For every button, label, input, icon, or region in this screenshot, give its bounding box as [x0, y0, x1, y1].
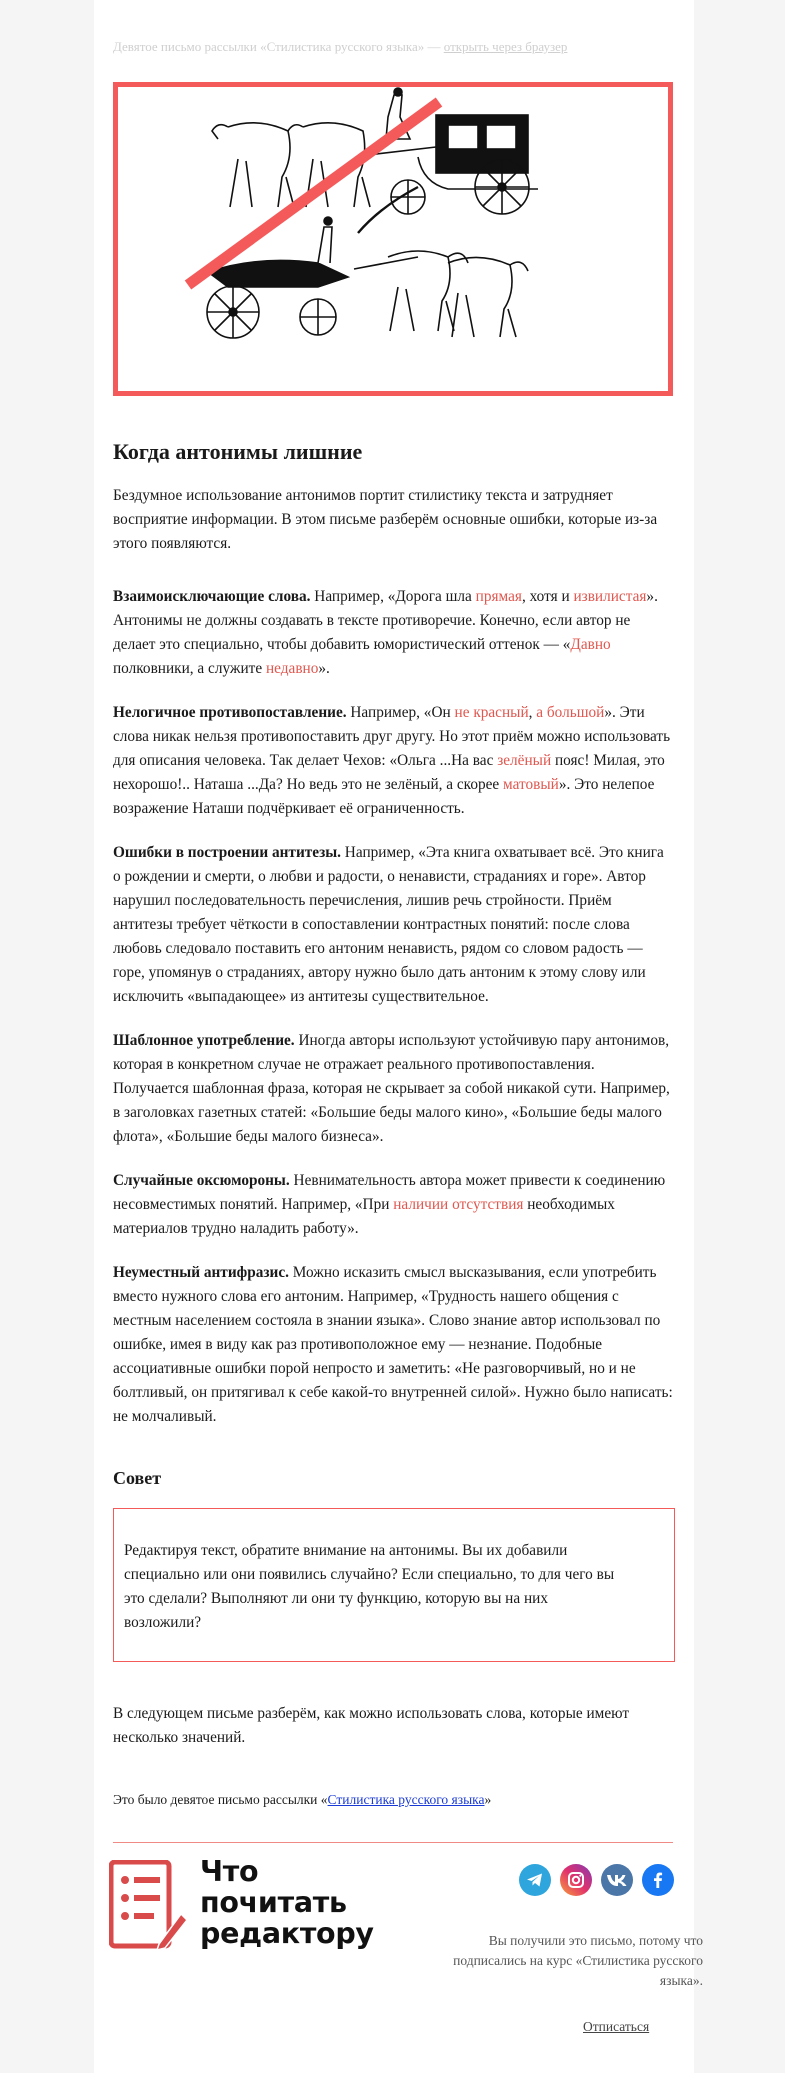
highlighted-antonym: наличии отсутствия: [393, 1196, 524, 1213]
hero-image: [113, 82, 673, 396]
highlighted-antonym: Давно: [570, 636, 611, 653]
logo-text[interactable]: [200, 1856, 374, 1949]
section-text: ». Антонимы не должны создавать в тексте противоречие. Конечно, если автор не делает это специально, чтобы добавить юмористический оттенок — «: [113, 588, 658, 653]
telegram-icon[interactable]: [519, 1864, 551, 1896]
highlighted-antonym: а большой: [536, 704, 605, 721]
highlighted-antonym: извилистая: [573, 588, 647, 605]
section-text: ». Это нелепое возражение Наташи подчёркивает её ограниченность.: [113, 776, 655, 817]
section-text: Например, «Эта книга охватывает всё. Это книга о рождении и смерти, о любви и радости, о ненависти, страданиях и горе». Автор нарушил последовательность перечисления, лишив речь стройности. Приём антитезы требует чёткости в сопоставлении контрастных понятий: после слова любовь следовало поставить его антоним ненависть, рядом со словом радость — горе, упомянув о страданиях, автору нужно было дать антоним к этому слову или исключить «выпадающее» из антитезы существительное.: [113, 844, 664, 1005]
footer-note-prefix: Это было девятое письмо рассылки «: [113, 1792, 328, 1807]
subscription-reason: Вы получили это письмо, потому что подписались на курс «Стилистика русского языка».: [453, 1933, 703, 1988]
vk-icon[interactable]: [601, 1864, 633, 1896]
facebook-icon[interactable]: [642, 1864, 674, 1896]
next-letter-text: В следующем письме разберём, как можно использовать слова, которые имеют несколько значений.: [113, 1705, 630, 1746]
section-text: ».: [318, 660, 330, 677]
footer-note: [113, 1790, 491, 1810]
highlighted-antonym: недавно: [265, 660, 319, 677]
logo-line: Что: [200, 1855, 259, 1888]
course-link[interactable]: Стилистика русского языка: [327, 1792, 485, 1807]
section-text: , хотя и: [521, 588, 574, 605]
advice-text: Редактируя текст, обратите внимание на антонимы. Вы их добавили специально или они появились случайно? Если специально, то для чего вы это сделали? Выполняют ли они ту функцию, которую вы на них возложили?: [124, 1542, 615, 1631]
email-page: [94, 0, 703, 2073]
highlighted-antonym: не красный: [454, 704, 529, 721]
section-heading: Случайные оксюмороны.: [113, 1172, 290, 1189]
highlighted-antonym: зелёный: [497, 752, 552, 769]
unsubscribe-link[interactable]: Отписаться: [583, 2019, 650, 2034]
section-heading: Ошибки в построении антитезы.: [113, 844, 341, 861]
preheader: [113, 38, 673, 56]
sections-list: [113, 585, 673, 1449]
section-heading: Неуместный антифразис.: [113, 1264, 289, 1281]
section-text: пояс! Милая, это нехорошо!.. Наташа ...Да? Но ведь это не зелёный, а скорее: [113, 752, 665, 793]
preheader-text: Девятое письмо рассылки «Стилистика русского языка» —: [113, 39, 444, 54]
section-text: ». Эти слова никак нельзя противопоставить друг другу. Но этот приём можно использовать для описания человека. Так делает Чехов: «Ольга ...На вас: [113, 704, 671, 769]
section-text: Например, «Дорога шла: [310, 588, 476, 605]
social-links: [519, 1864, 674, 1896]
checklist-logo-icon[interactable]: [109, 1860, 189, 1952]
section-heading: Взаимоисключающие слова.: [113, 588, 311, 605]
open-carriage-drawing: [207, 187, 528, 338]
footer-divider: [113, 1842, 673, 1843]
section-text: полковники, а служите: [113, 660, 266, 677]
instagram-icon[interactable]: [560, 1864, 592, 1896]
page-title: Когда антонимы лишние: [113, 439, 363, 464]
section-text: Например, «Он: [346, 704, 455, 721]
intro-paragraph: Бездумное использование антонимов портит стилистику текста и затрудняет восприятие информации. В этом письме разберём основные ошибки, которые из-за этого появляются.: [113, 487, 658, 552]
advice-title: Совет: [113, 1468, 162, 1488]
section-paragraph: [113, 1169, 673, 1241]
section-paragraph: [113, 585, 673, 681]
section-text: ,: [528, 704, 537, 721]
logo-line: редактору: [200, 1917, 374, 1950]
section-text: Можно исказить смысл высказывания, если употребить вместо нужного слова его антоним. Например, «Трудность нашего общения с местным населением состояла в знании языка». Слово знание автор использовал по ошибке, имея в виду как раз противоположное ему — незнание. Подобные ассоциативные ошибки порой непросто и заметить: «Не разговорчивый, но и не болтливый, он притягивал к себе какой-то внутренней силой». Нужно было написать: не молчаливый.: [113, 1264, 673, 1425]
footer-note-suffix: »: [484, 1792, 492, 1807]
section-paragraph: [113, 701, 673, 821]
section-heading: Нелогичное противопоставление.: [113, 704, 347, 721]
highlighted-antonym: матовый: [503, 776, 559, 793]
section-text: Иногда авторы используют устойчивую пару антонимов, которая в конкретном случае не отражает реального противопоставления. Получается шаблонная фраза, которая не скрывает за собой никакой сути. Например, в заголовках газетных статей: «Большие беды малого кино», «Большие беды малого флота», «Большие беды малого бизнеса».: [113, 1032, 670, 1145]
unsubscribe: [583, 2019, 649, 2035]
highlighted-antonym: прямая: [475, 588, 522, 605]
section-paragraph: [113, 1029, 673, 1149]
section-heading: Шаблонное употребление.: [113, 1032, 295, 1049]
advice-box: [113, 1508, 675, 1662]
section-paragraph: [113, 1261, 673, 1429]
strike-line: [188, 102, 439, 285]
section-paragraph: [113, 841, 673, 1009]
open-in-browser-link[interactable]: открыть через браузер: [443, 39, 568, 54]
section-text: Невнимательность автора может привести к соединению несовместимых понятий. Например, «При: [113, 1172, 666, 1213]
carriage-illustration: [118, 87, 668, 391]
section-text: необходимых материалов трудно наладить работу».: [113, 1196, 615, 1237]
logo-line: почитать: [200, 1886, 347, 1919]
